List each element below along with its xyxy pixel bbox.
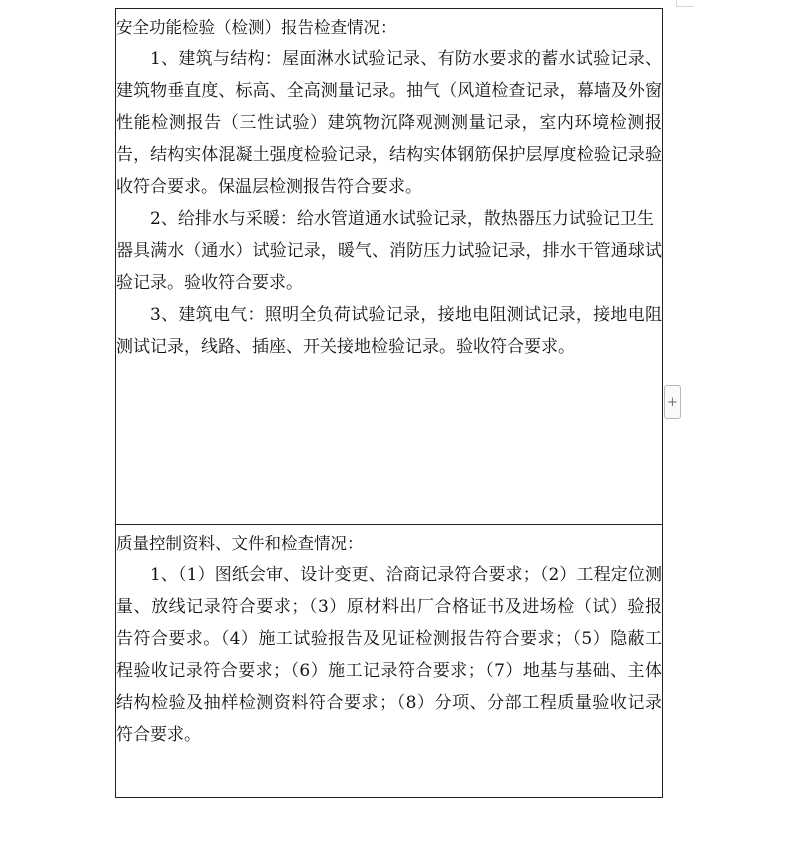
add-row-button[interactable] <box>664 385 681 419</box>
safety-section-heading: 安全功能检验（检测）报告检查情况： <box>116 18 397 37</box>
quality-section-heading: 质量控制资料、文件和检查情况： <box>116 534 364 553</box>
table-row-quality <box>116 525 663 798</box>
safety-item-plumbing: 2、给排水与采暖：给水管道通水试验记录，散热器压力试验记卫生 <box>150 209 654 229</box>
inspection-report-table <box>115 8 663 798</box>
safety-item-electrical: 3、建筑电气：照明全负荷试验记录，接地电阻测试记录，接地电阻测试记录，线路、插座、开关接地检验记录。验收符合要求。 <box>116 305 662 357</box>
table-row-safety <box>116 9 663 525</box>
quality-item-list: 1、（1）图纸会审、设计变更、洽商记录符合要求；（2）工程定位测量、放线记录符合要求；（3）原材料出厂合格证书及进场检（试）验报告符合要求。（4）施工试验报告及见证检测报告符合要求；（5）隐蔽工程验收记录符合要求；（6）施工记录符合要求；（7）地基与基础、主体结构检验及抽样检测资料符合要求；（8）分项、分部工程质量验收记录符合要求。 <box>116 565 662 745</box>
safety-item-structure: 1、建筑与结构：屋面淋水试验记录、有防水要求的蓄水试验记录、建筑物垂直度、标高、全高测量记录。抽气（风道检查记录，幕墙及外窗性能检测报告（三性试验）建筑物沉降观测测量记录，室内环境检测报告，结构实体混凝土强度检验记录，结构实体钢筋保护层厚度检验记录验收符合要求。保温层检测报告符合要求。 <box>116 49 662 197</box>
page-corner-marker <box>676 0 694 7</box>
quality-control-cell[interactable] <box>116 525 663 798</box>
safety-item-plumbing-continued: 器具满水（通水）试验记录，暖气、消防压力试验记录，排水干管通球试验记录。验收符合要求。 <box>116 241 662 293</box>
plus-icon: + <box>667 394 678 410</box>
safety-inspection-cell[interactable] <box>116 9 663 525</box>
